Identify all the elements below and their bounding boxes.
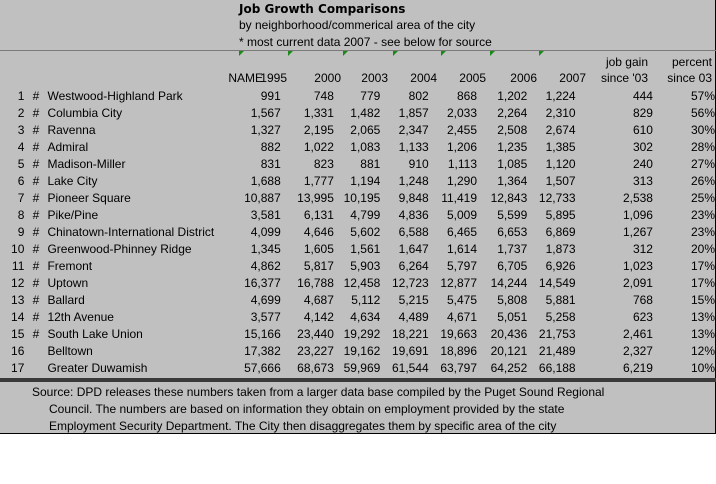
- row-number[interactable]: 13: [11, 293, 25, 307]
- cell-2005[interactable]: 5,009: [446, 208, 478, 222]
- cell-2005[interactable]: 1,113: [447, 157, 478, 171]
- cell-2000[interactable]: 2,195: [303, 123, 334, 137]
- page-subtitle: by neighborhood/commerical area of the city: [239, 18, 476, 32]
- cell-2000[interactable]: 1,777: [303, 174, 334, 188]
- neighborhood-name[interactable]: Admiral: [47, 140, 89, 154]
- col-header-percent: [648, 54, 712, 86]
- cell-2006[interactable]: 64,252: [490, 361, 528, 375]
- cell-job-gain[interactable]: 623: [632, 310, 653, 324]
- cell-2006[interactable]: 5,808: [497, 293, 528, 307]
- row-marker[interactable]: #: [32, 191, 40, 205]
- col-header-percent-line2: since 03: [667, 71, 712, 85]
- cell-2006[interactable]: 6,653: [497, 225, 528, 239]
- cell-job-gain[interactable]: 6,219: [622, 361, 653, 375]
- row-marker[interactable]: #: [32, 276, 40, 290]
- cell-2007[interactable]: 14,549: [538, 276, 576, 290]
- sheet-bottom-border: [0, 433, 716, 434]
- row-number[interactable]: 5: [17, 157, 25, 171]
- cell-percent[interactable]: 10%: [690, 361, 715, 375]
- cell-1995[interactable]: 1,327: [250, 123, 281, 137]
- row-number[interactable]: 17: [11, 361, 25, 375]
- table-bottom-divider: [0, 378, 716, 382]
- cell-percent[interactable]: 15%: [690, 293, 715, 307]
- cell-2005[interactable]: 1,206: [446, 140, 478, 154]
- cell-2000[interactable]: 1,331: [303, 106, 334, 120]
- cell-2000[interactable]: 748: [313, 89, 334, 103]
- data-note: * most current data 2007 - see below for source: [239, 35, 492, 49]
- row-marker[interactable]: #: [32, 310, 40, 324]
- cell-2007[interactable]: 5,895: [545, 208, 576, 222]
- neighborhood-name[interactable]: Uptown: [47, 276, 89, 290]
- cell-job-gain[interactable]: 1,267: [622, 225, 653, 239]
- cell-percent[interactable]: 30%: [690, 123, 715, 137]
- row-number[interactable]: 8: [17, 208, 25, 222]
- cell-1995[interactable]: 4,699: [250, 293, 281, 307]
- col-header-2004: 2004: [410, 71, 437, 85]
- cell-percent[interactable]: 26%: [690, 174, 715, 188]
- cell-2000[interactable]: 1,605: [303, 242, 334, 256]
- job-growth-table: [0, 88, 715, 377]
- cell-percent[interactable]: 17%: [690, 259, 715, 273]
- cell-percent[interactable]: 23%: [690, 208, 715, 222]
- cell-1995[interactable]: 3,577: [250, 310, 281, 324]
- cell-2005[interactable]: 6,465: [446, 225, 478, 239]
- cell-2003[interactable]: 779: [360, 89, 381, 103]
- col-header-2005: 2005: [459, 71, 486, 85]
- cell-2005[interactable]: 5,797: [446, 259, 478, 273]
- cell-job-gain[interactable]: 1,023: [622, 259, 653, 273]
- cell-2007[interactable]: 1,224: [545, 89, 576, 103]
- page-title: Job Growth Comparisons: [239, 2, 406, 16]
- neighborhood-name[interactable]: Columbia City: [47, 106, 123, 120]
- cell-2000[interactable]: 1,022: [303, 140, 334, 154]
- cell-2006[interactable]: 1,235: [497, 140, 528, 154]
- cell-2006[interactable]: 2,508: [497, 123, 528, 137]
- source-line-1: Source: DPD releases these numbers taken from a larger data base compiled by the Puget Sound Regional: [32, 385, 605, 399]
- cell-2000[interactable]: 23,227: [297, 344, 334, 358]
- cell-2003[interactable]: 19,292: [343, 327, 381, 341]
- table-row: [0, 343, 715, 360]
- row-marker[interactable]: #: [32, 327, 40, 341]
- cell-2000[interactable]: 4,142: [303, 310, 334, 324]
- cell-2006[interactable]: 14,244: [490, 276, 528, 290]
- cell-2000[interactable]: 13,995: [297, 191, 334, 205]
- cell-2000[interactable]: 6,131: [303, 208, 334, 222]
- cell-2003[interactable]: 881: [360, 157, 381, 171]
- neighborhood-name[interactable]: 12th Avenue: [47, 310, 114, 324]
- cell-2003[interactable]: 1,194: [350, 174, 381, 188]
- cell-2005[interactable]: 868: [456, 89, 478, 103]
- table-row: [0, 190, 715, 207]
- cell-1995[interactable]: 4,099: [250, 225, 281, 239]
- col-header-2006: 2006: [510, 71, 537, 85]
- cell-2007[interactable]: 12,733: [538, 191, 576, 205]
- row-number[interactable]: 2: [17, 106, 25, 120]
- header-divider: [0, 50, 716, 51]
- cell-2004[interactable]: 18,221: [391, 327, 429, 341]
- table-row: [0, 139, 715, 156]
- cell-percent[interactable]: 13%: [690, 310, 715, 324]
- row-number[interactable]: 14: [11, 310, 25, 324]
- cell-2005[interactable]: 12,877: [440, 276, 478, 290]
- row-marker[interactable]: #: [32, 106, 40, 120]
- cell-2005[interactable]: 18,896: [440, 344, 478, 358]
- cell-2006[interactable]: 1,364: [497, 174, 528, 188]
- row-marker[interactable]: #: [32, 208, 40, 222]
- row-marker[interactable]: #: [32, 89, 40, 103]
- row-number[interactable]: 3: [17, 123, 25, 137]
- cell-job-gain[interactable]: 302: [632, 140, 653, 154]
- cell-2005[interactable]: 4,671: [446, 310, 478, 324]
- neighborhood-name[interactable]: Greenwood-Phinney Ridge: [47, 242, 192, 256]
- cell-2003[interactable]: 59,969: [343, 361, 381, 375]
- cell-2006[interactable]: 20,436: [490, 327, 528, 341]
- cell-2007[interactable]: 21,753: [538, 327, 576, 341]
- cell-2006[interactable]: 12,843: [490, 191, 528, 205]
- row-marker[interactable]: #: [32, 242, 40, 256]
- table-row: [0, 258, 715, 275]
- neighborhood-name[interactable]: Pioneer Square: [47, 191, 131, 205]
- cell-2005[interactable]: 63,797: [440, 361, 478, 375]
- cell-2007[interactable]: 21,489: [538, 344, 576, 358]
- cell-2006[interactable]: 1,085: [497, 157, 528, 171]
- cell-job-gain[interactable]: 312: [632, 242, 653, 256]
- col-header-2000: 2000: [314, 71, 341, 85]
- cell-1995[interactable]: 1,688: [250, 174, 281, 188]
- cell-1995[interactable]: 991: [260, 89, 281, 103]
- cell-2005[interactable]: 1,614: [446, 242, 478, 256]
- cell-2007[interactable]: 1,507: [545, 174, 576, 188]
- cell-2000[interactable]: 68,673: [297, 361, 334, 375]
- cell-2004[interactable]: 1,133: [398, 140, 429, 154]
- cell-2006[interactable]: 6,705: [497, 259, 528, 273]
- cell-2000[interactable]: 23,440: [297, 327, 334, 341]
- row-marker[interactable]: #: [32, 259, 40, 273]
- cell-2003[interactable]: 1,482: [350, 106, 381, 120]
- row-number[interactable]: 1: [17, 89, 25, 103]
- cell-percent[interactable]: 28%: [690, 140, 715, 154]
- cell-1995[interactable]: 1,567: [250, 106, 281, 120]
- table-row: [0, 105, 715, 122]
- cell-2005[interactable]: 11,419: [441, 191, 478, 205]
- row-number[interactable]: 7: [17, 191, 25, 205]
- cell-2003[interactable]: 19,162: [343, 344, 381, 358]
- cell-2003[interactable]: 4,634: [350, 310, 381, 324]
- comment-marker-icon[interactable]: [539, 51, 544, 56]
- cell-job-gain[interactable]: 768: [632, 293, 653, 307]
- table-row: [0, 88, 715, 105]
- cell-2000[interactable]: 16,788: [297, 276, 334, 290]
- comment-marker-icon[interactable]: [239, 51, 244, 56]
- cell-2004[interactable]: 1,248: [398, 174, 429, 188]
- neighborhood-name[interactable]: South Lake Union: [47, 327, 143, 341]
- table-row: [0, 224, 715, 241]
- cell-job-gain[interactable]: 610: [632, 123, 653, 137]
- cell-2004[interactable]: 19,691: [391, 344, 429, 358]
- comment-marker-icon[interactable]: [393, 51, 398, 56]
- col-header-1995: 1995: [260, 71, 287, 85]
- cell-2005[interactable]: 19,663: [440, 327, 478, 341]
- cell-1995[interactable]: 1,345: [250, 242, 281, 256]
- cell-2006[interactable]: 1,202: [497, 89, 528, 103]
- table-row: [0, 207, 715, 224]
- cell-percent[interactable]: 12%: [690, 344, 715, 358]
- cell-1995[interactable]: 831: [260, 157, 281, 171]
- comment-marker-icon[interactable]: [441, 51, 446, 56]
- comment-marker-icon[interactable]: [343, 51, 348, 56]
- cell-2006[interactable]: 20,121: [490, 344, 528, 358]
- cell-2007[interactable]: 2,310: [545, 106, 576, 120]
- cell-2006[interactable]: 5,599: [497, 208, 528, 222]
- cell-job-gain[interactable]: 313: [632, 174, 653, 188]
- neighborhood-name[interactable]: Pike/Pine: [47, 208, 99, 222]
- source-line-3: Employment Security Department. The City then disaggregates them by specific area of the city: [49, 419, 557, 433]
- row-number[interactable]: 15: [11, 327, 25, 341]
- col-header-job-gain-line2: since '03: [601, 71, 648, 85]
- table-row: [0, 241, 715, 258]
- cell-2004[interactable]: 1,857: [398, 106, 429, 120]
- row-number[interactable]: 6: [17, 174, 25, 188]
- table-row: [0, 122, 715, 139]
- row-number[interactable]: 11: [11, 259, 25, 273]
- cell-2004[interactable]: 4,489: [398, 310, 429, 324]
- cell-2003[interactable]: 5,112: [351, 293, 381, 307]
- col-header-percent-line1: percent: [671, 55, 712, 69]
- cell-1995[interactable]: 15,166: [244, 327, 281, 341]
- cell-2003[interactable]: 12,458: [343, 276, 381, 290]
- table-row: [0, 173, 715, 190]
- neighborhood-name[interactable]: Ravenna: [47, 123, 96, 137]
- cell-1995[interactable]: 57,666: [244, 361, 281, 375]
- cell-1995[interactable]: 10,887: [244, 191, 281, 205]
- comment-marker-icon[interactable]: [288, 51, 293, 56]
- cell-percent[interactable]: 23%: [690, 225, 715, 239]
- cell-2007[interactable]: 1,385: [545, 140, 576, 154]
- cell-job-gain[interactable]: 2,091: [622, 276, 653, 290]
- cell-job-gain[interactable]: 1,096: [622, 208, 653, 222]
- cell-1995[interactable]: 3,581: [250, 208, 281, 222]
- cell-2007[interactable]: 2,674: [545, 123, 576, 137]
- cell-percent[interactable]: 56%: [690, 106, 715, 120]
- cell-2007[interactable]: 5,881: [545, 293, 576, 307]
- neighborhood-name[interactable]: Belltown: [47, 344, 93, 358]
- neighborhood-name[interactable]: Lake City: [47, 174, 98, 188]
- cell-2007[interactable]: 6,926: [545, 259, 576, 273]
- col-header-name: NAME: [228, 71, 263, 85]
- cell-2004[interactable]: 6,264: [398, 259, 429, 273]
- cell-2003[interactable]: 1,561: [350, 242, 381, 256]
- row-number[interactable]: 9: [17, 225, 25, 239]
- cell-2003[interactable]: 5,903: [350, 259, 381, 273]
- table-row: [0, 360, 715, 377]
- neighborhood-name[interactable]: Madison-Miller: [47, 157, 126, 171]
- cell-2000[interactable]: 5,817: [303, 259, 334, 273]
- cell-2004[interactable]: 61,544: [391, 361, 429, 375]
- cell-2005[interactable]: 2,455: [446, 123, 478, 137]
- cell-2004[interactable]: 910: [408, 157, 429, 171]
- cell-percent[interactable]: 20%: [690, 242, 715, 256]
- cell-2005[interactable]: 1,290: [446, 174, 478, 188]
- row-marker[interactable]: [24, 360, 47, 377]
- table-row: [0, 292, 715, 309]
- neighborhood-name[interactable]: Chinatown-International District: [47, 225, 215, 239]
- cell-job-gain[interactable]: 2,538: [622, 191, 653, 205]
- cell-2007[interactable]: 6,869: [545, 225, 576, 239]
- col-header-job-gain-line1: job gain: [605, 55, 648, 69]
- cell-2006[interactable]: 5,051: [497, 310, 528, 324]
- cell-1995[interactable]: 4,862: [250, 259, 281, 273]
- cell-2005[interactable]: 2,033: [446, 106, 478, 120]
- cell-2004[interactable]: 1,647: [398, 242, 429, 256]
- source-note: [32, 384, 682, 435]
- neighborhood-name[interactable]: Greater Duwamish: [47, 361, 148, 375]
- cell-2003[interactable]: 2,065: [350, 123, 381, 137]
- cell-2004[interactable]: 12,723: [391, 276, 429, 290]
- cell-2004[interactable]: 6,588: [398, 225, 429, 239]
- cell-job-gain[interactable]: 444: [632, 89, 653, 103]
- comment-marker-icon[interactable]: [490, 51, 495, 56]
- cell-1995[interactable]: 17,382: [244, 344, 281, 358]
- col-header-2007: 2007: [559, 71, 586, 85]
- cell-job-gain[interactable]: 2,327: [622, 344, 653, 358]
- cell-2004[interactable]: 802: [408, 89, 429, 103]
- cell-percent[interactable]: 27%: [690, 157, 715, 171]
- cell-percent[interactable]: 25%: [690, 191, 715, 205]
- row-marker[interactable]: #: [32, 123, 40, 137]
- cell-2006[interactable]: 2,264: [497, 106, 528, 120]
- cell-2003[interactable]: 4,799: [350, 208, 381, 222]
- cell-2003[interactable]: 1,083: [350, 140, 381, 154]
- cell-1995[interactable]: 16,377: [244, 276, 281, 290]
- cell-2004[interactable]: 4,836: [398, 208, 429, 222]
- cell-2007[interactable]: 5,258: [545, 310, 576, 324]
- neighborhood-name[interactable]: Ballard: [47, 293, 85, 307]
- cell-2005[interactable]: 5,475: [446, 293, 478, 307]
- table-row: [0, 275, 715, 292]
- row-number[interactable]: 16: [11, 344, 25, 358]
- cell-2003[interactable]: 10,195: [343, 191, 381, 205]
- table-row: [0, 309, 715, 326]
- col-header-2003: 2003: [361, 71, 388, 85]
- cell-job-gain[interactable]: 829: [632, 106, 653, 120]
- cell-2000[interactable]: 4,687: [303, 293, 334, 307]
- table-row: [0, 326, 715, 343]
- source-line-2: Council. The numbers are based on information they obtain on employment provided by the state: [49, 402, 565, 416]
- row-marker[interactable]: [24, 343, 47, 360]
- row-number[interactable]: 12: [11, 276, 25, 290]
- cell-2007[interactable]: 66,188: [538, 361, 576, 375]
- cell-job-gain[interactable]: 240: [632, 157, 653, 171]
- row-number[interactable]: 10: [11, 242, 25, 256]
- row-marker[interactable]: #: [32, 225, 40, 239]
- cell-percent[interactable]: 17%: [690, 276, 715, 290]
- cell-2004[interactable]: 5,215: [398, 293, 429, 307]
- neighborhood-name[interactable]: Fremont: [47, 259, 93, 273]
- cell-2007[interactable]: 1,873: [545, 242, 576, 256]
- cell-2003[interactable]: 5,602: [350, 225, 381, 239]
- cell-2004[interactable]: 9,848: [398, 191, 429, 205]
- cell-percent[interactable]: 57%: [690, 89, 715, 103]
- cell-2004[interactable]: 2,347: [398, 123, 429, 137]
- neighborhood-name[interactable]: Westwood-Highland Park: [47, 89, 183, 103]
- row-marker[interactable]: #: [32, 140, 40, 154]
- cell-2000[interactable]: 823: [313, 157, 334, 171]
- cell-job-gain[interactable]: 2,461: [622, 327, 653, 341]
- col-header-job-gain: [586, 54, 648, 86]
- table-body: [0, 88, 715, 377]
- table-row: [0, 156, 715, 173]
- row-marker[interactable]: #: [32, 174, 40, 188]
- cell-2007[interactable]: 1,120: [545, 157, 576, 171]
- cell-percent[interactable]: 13%: [690, 327, 715, 341]
- row-marker[interactable]: #: [32, 157, 40, 171]
- row-marker[interactable]: #: [32, 293, 40, 307]
- cell-1995[interactable]: 882: [260, 140, 281, 154]
- row-number[interactable]: 4: [17, 140, 25, 154]
- cell-2006[interactable]: 1,737: [497, 242, 528, 256]
- cell-2000[interactable]: 4,646: [303, 225, 334, 239]
